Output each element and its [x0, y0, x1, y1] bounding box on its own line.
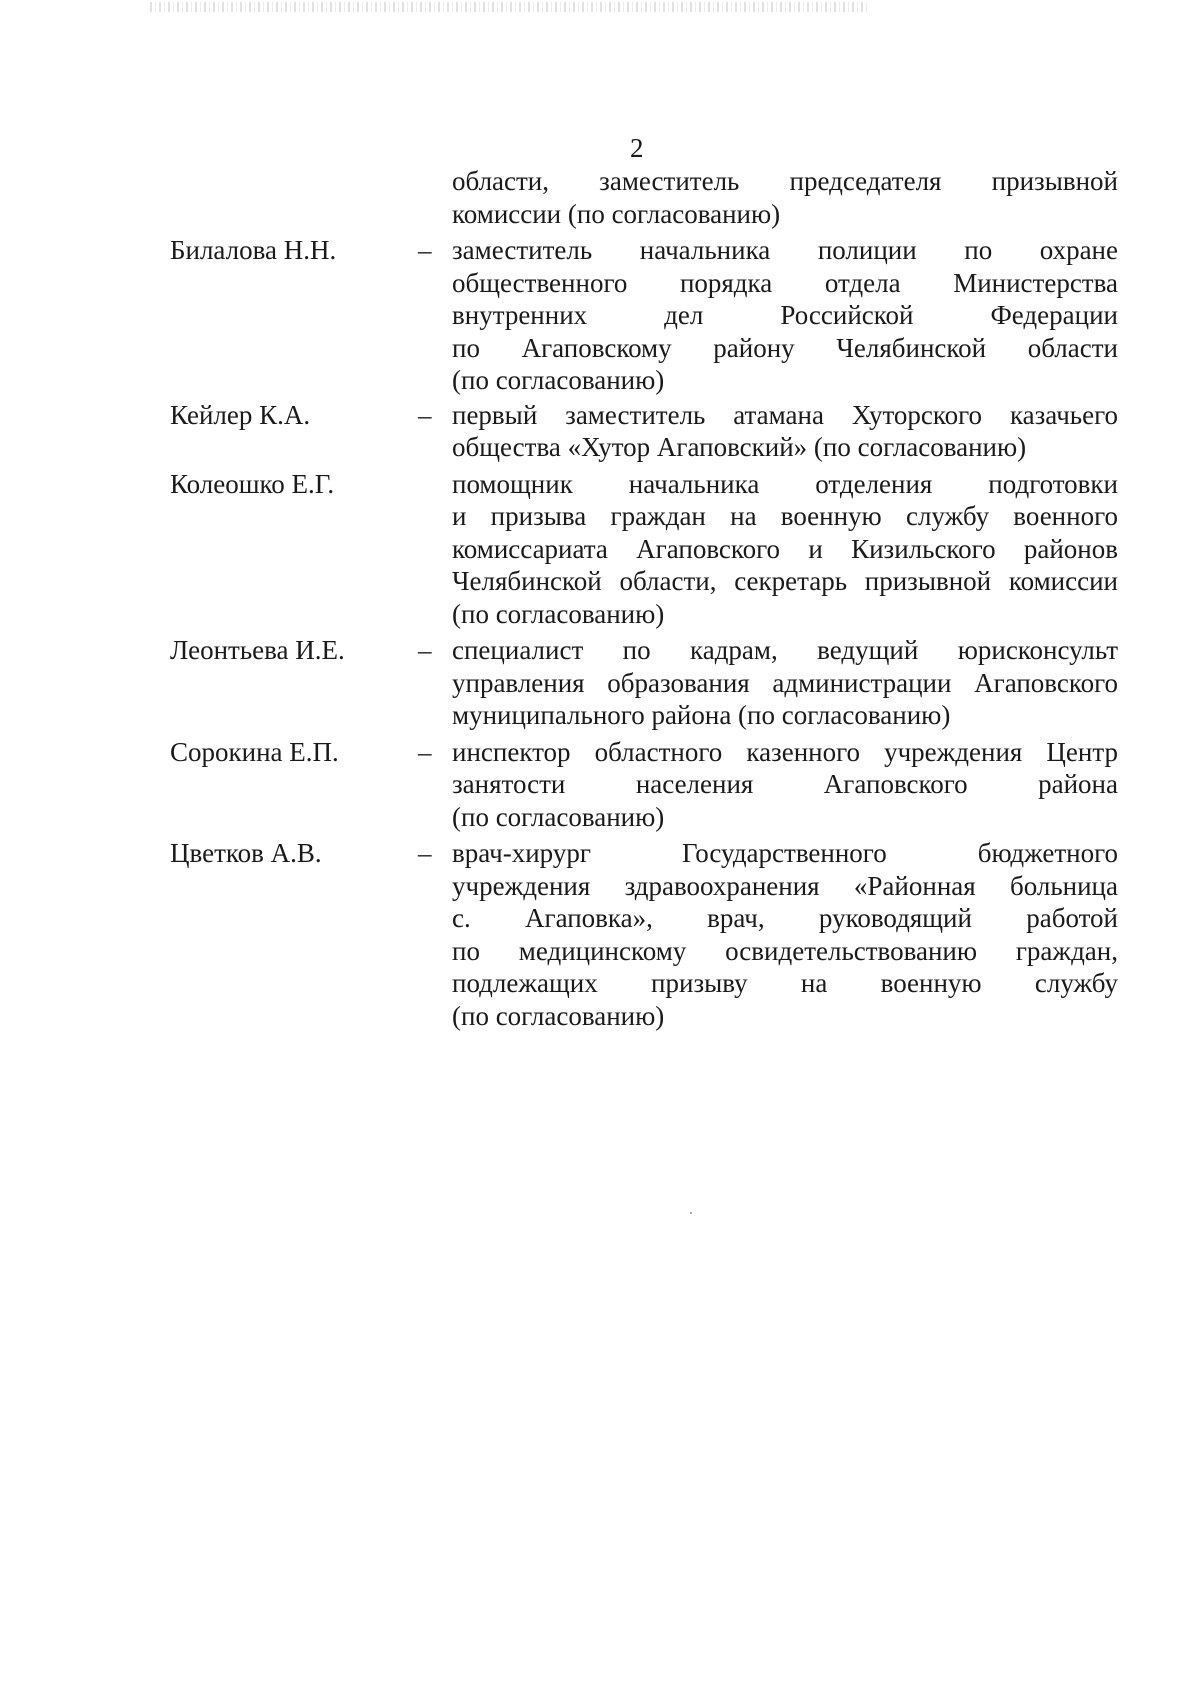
text-line: (по согласованию)	[452, 801, 665, 832]
member-position	[452, 234, 1118, 397]
text-line: (по согласованию)	[452, 365, 665, 395]
text-line: области, заместитель председателя призывной	[452, 166, 1118, 196]
member-entry	[0, 634, 1200, 732]
member-name: Сорокина Е.П.	[170, 736, 339, 767]
member-dash: –	[418, 635, 432, 665]
member-position	[452, 837, 1118, 1032]
text-line: первый заместитель атамана Хуторского казачьего	[452, 399, 1118, 430]
member-position	[452, 468, 1118, 631]
text-line: с. Агаповка», врач, руководящий работой	[452, 903, 1118, 933]
text-line: управления образования администрации Агаповского	[452, 667, 1118, 698]
member-entry	[0, 399, 1200, 464]
text-line: общества «Хутор Агаповский» (по согласованию)	[452, 432, 1027, 462]
text-line: Челябинской области, секретарь призывной комиссии	[452, 566, 1118, 596]
text-line: (по согласованию)	[452, 1000, 665, 1031]
text-line: занятости населения Агаповского района	[452, 769, 1118, 799]
text-line: подлежащих призыву на военную службу	[452, 968, 1118, 998]
text-line: учреждения здравоохранения «Районная больница	[452, 870, 1118, 901]
text-line: (по согласованию)	[452, 598, 665, 629]
member-name: Кейлер К.А.	[170, 399, 311, 430]
member-position	[452, 634, 1118, 732]
member-position	[452, 736, 1118, 834]
text-line: внутренних дел Российской Федерации	[452, 300, 1118, 330]
member-dash: –	[418, 736, 432, 767]
text-line: по медицинскому освидетельствованию граждан,	[452, 935, 1118, 966]
scan-speck	[690, 1212, 692, 1214]
member-dash: –	[418, 399, 432, 430]
text-line: муниципального района (по согласованию)	[452, 700, 951, 730]
continuation-text	[452, 165, 1118, 230]
member-entry	[0, 736, 1200, 834]
scan-artifact	[150, 2, 870, 12]
member-entry	[0, 837, 1200, 1032]
text-line: по Агаповскому району Челябинской области	[452, 332, 1118, 363]
text-line: общественного порядка отдела Министерства	[452, 267, 1118, 298]
member-name: Цветков А.В.	[170, 838, 322, 868]
text-line: заместитель начальника полиции по охране	[452, 235, 1118, 265]
text-line: комиссариата Агаповского и Кизильского районов	[452, 533, 1118, 564]
text-line: и призыва граждан на военную службу военного	[452, 501, 1118, 531]
text-line: инспектор областного казенного учреждения Центр	[452, 736, 1118, 767]
member-dash: –	[418, 838, 432, 868]
text-line: врач-хирург Государственного бюджетного	[452, 838, 1118, 868]
page-number: 2	[630, 133, 644, 163]
member-position	[452, 399, 1118, 464]
member-name: Билалова Н.Н.	[170, 235, 337, 265]
member-dash: –	[418, 235, 432, 265]
member-entry	[0, 468, 1200, 631]
member-name: Колеошко Е.Г.	[170, 468, 335, 499]
commission-member-list	[0, 234, 1200, 1032]
member-name: Леонтьева И.Е.	[170, 635, 345, 665]
text-line: комиссии (по согласованию)	[452, 198, 781, 229]
text-line: помощник начальника отделения подготовки	[452, 468, 1118, 499]
text-line: специалист по кадрам, ведущий юрисконсульт	[452, 635, 1118, 665]
member-entry	[0, 234, 1200, 397]
